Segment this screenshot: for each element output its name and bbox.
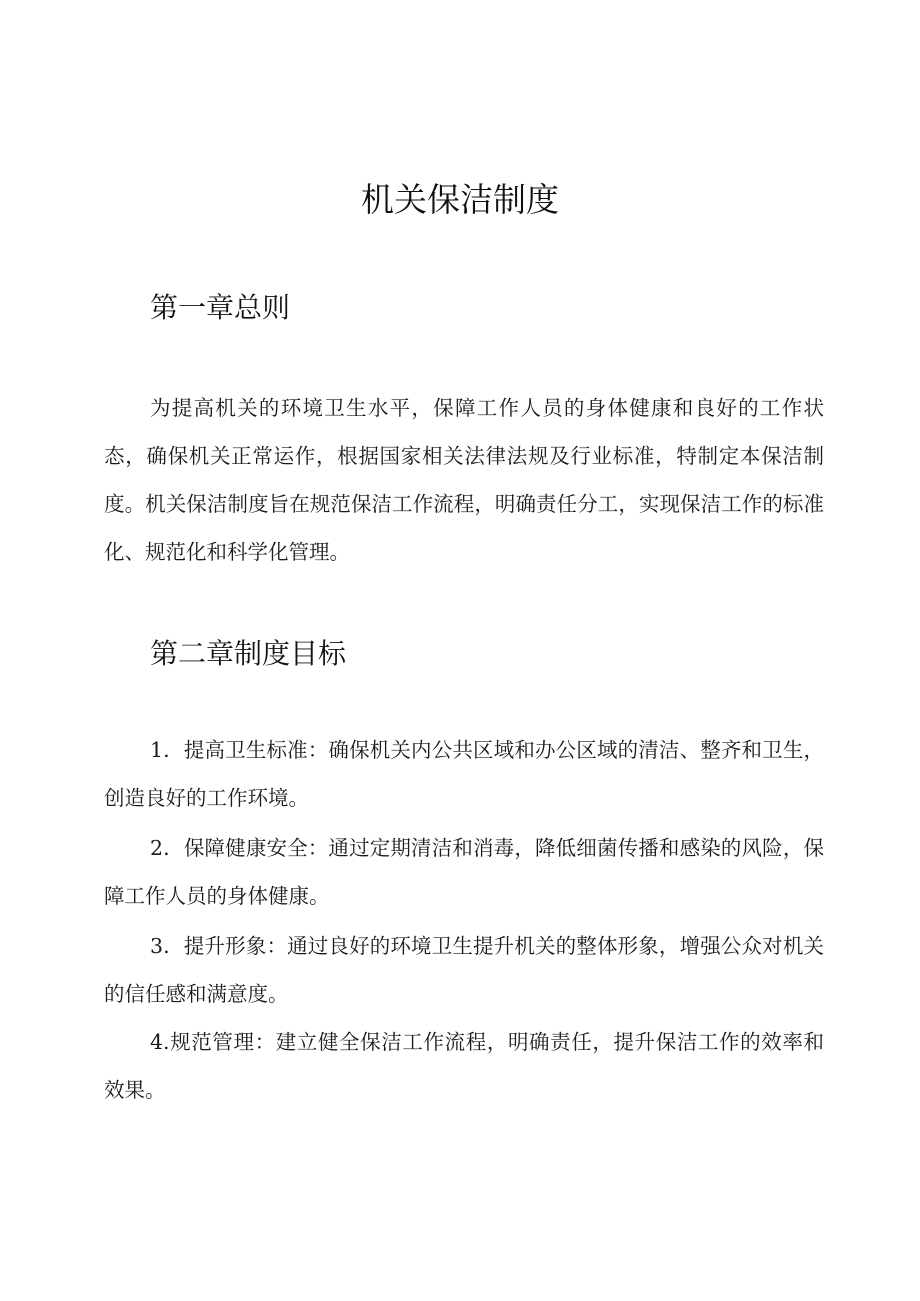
chapter1-paragraph: 为提高机关的环境卫生水平，保障工作人员的身体健康和良好的工作状态，确保机关正常运作，根据国家相关法律法规及行业标准，特制定本保洁制度。机关保洁制度旨在规范保洁工作流程，明确责任分工，实现保洁工作的标准化、规范化和科学化管理。 bbox=[104, 396, 824, 564]
chapter1-heading: 第一章总则 bbox=[150, 291, 291, 324]
goal-item-2: 2．保障健康安全：通过定期清洁和消毒，降低细菌传播和感染的风险，保障工作人员的身体健康。 bbox=[104, 836, 824, 908]
document-title: 机关保洁制度 bbox=[361, 180, 559, 219]
goal-item-3: 3．提升形象：通过良好的环境卫生提升机关的整体形象，增强公众对机关的信任感和满意度。 bbox=[104, 934, 824, 1006]
goal-item-1: 1．提高卫生标准：确保机关内公共区域和办公区域的清洁、整齐和卫生，创造良好的工作环境。 bbox=[104, 738, 824, 810]
chapter2-heading: 第二章制度目标 bbox=[150, 637, 347, 670]
goal-item-4: 4.规范管理：建立健全保洁工作流程，明确责任，提升保洁工作的效率和效果。 bbox=[104, 1030, 824, 1102]
